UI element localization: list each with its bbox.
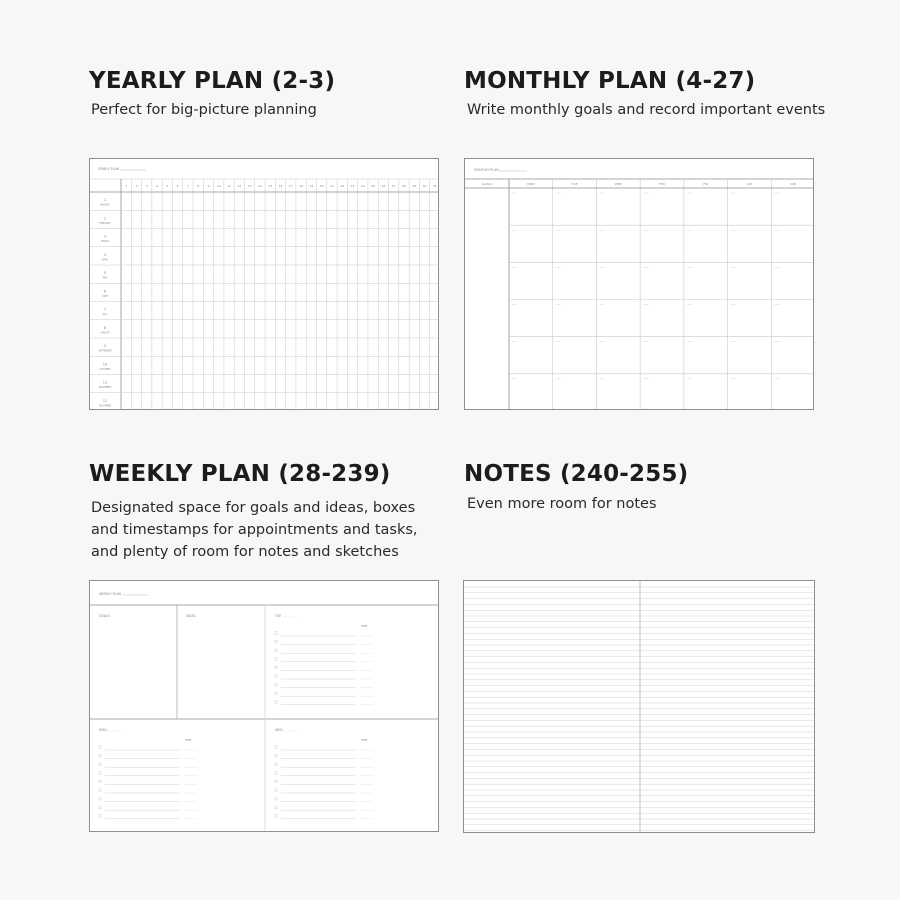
weekly-task-checkbox bbox=[99, 772, 102, 775]
yearly-day-label: 9 bbox=[207, 184, 210, 188]
yearly-header-label: YEARLY PLAN bbox=[98, 167, 120, 171]
yearly-day-label: 13 bbox=[247, 184, 252, 188]
monthly-header-label: MONTHLY PLAN bbox=[474, 168, 499, 172]
notes-page-preview bbox=[463, 580, 815, 833]
weekly-task-checkbox bbox=[99, 780, 102, 783]
weekly-task-checkbox bbox=[275, 797, 278, 800]
yearly-day-label: 4 bbox=[156, 184, 158, 188]
weekly-task-checkbox bbox=[275, 692, 278, 695]
yearly-month-name: MAY bbox=[102, 276, 108, 280]
yearly-day-label: 7 bbox=[186, 184, 189, 188]
yearly-month-name: MARCH bbox=[101, 240, 109, 244]
monthly-plan-description: Write monthly goals and record important events bbox=[467, 102, 826, 118]
yearly-month-name: JUNE bbox=[102, 294, 108, 298]
weekly-task-checkbox bbox=[99, 746, 102, 749]
yearly-month-number: 3 bbox=[103, 234, 107, 239]
weekly-time-label: TIME bbox=[185, 739, 192, 742]
yearly-day-label: 22 bbox=[340, 184, 345, 188]
yearly-day-label: 20 bbox=[319, 184, 324, 188]
weekly-task-checkbox bbox=[275, 789, 278, 792]
weekly-task-checkbox bbox=[275, 649, 278, 652]
yearly-day-label: 10 bbox=[216, 184, 221, 188]
weekly-task-checkbox bbox=[275, 632, 278, 635]
yearly-day-label: 11 bbox=[227, 184, 231, 188]
yearly-month-name: NOVEMBER bbox=[98, 386, 112, 390]
yearly-day-label: 21 bbox=[330, 184, 334, 188]
weekly-time-label: TIME bbox=[361, 625, 368, 628]
monthly-plan-grid bbox=[465, 159, 814, 410]
yearly-month-number: 10 bbox=[102, 362, 108, 367]
yearly-day-label: 15 bbox=[268, 184, 273, 188]
weekly-task-checkbox bbox=[275, 675, 278, 678]
weekly-task-checkbox bbox=[275, 763, 278, 766]
weekly-header-label: WEEKLY PLAN bbox=[99, 592, 121, 596]
monthly-goals-label: GOALS bbox=[481, 182, 493, 186]
weekly-day-label: TUE bbox=[275, 614, 282, 618]
yearly-day-label: 28 bbox=[402, 184, 406, 188]
weekly-task-checkbox bbox=[275, 754, 278, 757]
yearly-plan-title: YEARLY PLAN (2-3) bbox=[89, 68, 336, 94]
monthly-plan-title: MONTHLY PLAN (4-27) bbox=[464, 68, 756, 94]
weekly-plan-layout bbox=[90, 581, 439, 832]
monthly-weekday-label: THU bbox=[658, 182, 666, 186]
weekly-task-checkbox bbox=[275, 772, 278, 775]
monthly-weekday-label: TUE bbox=[571, 182, 578, 186]
weekly-task-checkbox bbox=[275, 701, 278, 704]
weekly-task-checkbox bbox=[99, 797, 102, 800]
weekly-plan-description: Designated space for goals and ideas, boxes and timestamps for appointments and tasks, and plenty of room for notes and sketches bbox=[91, 500, 418, 560]
yearly-month-number: 5 bbox=[103, 271, 107, 276]
yearly-month-number: 6 bbox=[103, 289, 107, 294]
weekly-task-checkbox bbox=[275, 806, 278, 809]
weekly-task-checkbox bbox=[99, 815, 102, 818]
yearly-day-label: 2 bbox=[135, 184, 138, 188]
weekly-plan-page-preview bbox=[89, 580, 439, 832]
yearly-plan-description: Perfect for big-picture planning bbox=[91, 102, 317, 118]
monthly-weekday-label: MON bbox=[527, 182, 535, 186]
yearly-month-name: DECEMBER bbox=[98, 404, 112, 408]
weekly-task-checkbox bbox=[99, 789, 102, 792]
monthly-weekday-label: WED bbox=[614, 182, 622, 186]
monthly-plan-page-preview bbox=[464, 158, 814, 410]
yearly-day-label: 17 bbox=[288, 184, 293, 188]
yearly-month-name: AUGUST bbox=[100, 331, 110, 335]
weekly-task-checkbox bbox=[275, 780, 278, 783]
monthly-weekday-label: SAT bbox=[746, 182, 753, 186]
weekly-task-checkbox bbox=[275, 815, 278, 818]
yearly-day-label: 27 bbox=[391, 184, 396, 188]
yearly-plan-grid bbox=[90, 159, 439, 410]
notes-title: NOTES (240-255) bbox=[464, 461, 689, 487]
yearly-day-label: 6 bbox=[176, 184, 179, 188]
yearly-month-number: 12 bbox=[102, 398, 108, 403]
yearly-day-label: 23 bbox=[350, 184, 355, 188]
monthly-weekday-label: FRI bbox=[703, 182, 709, 186]
yearly-day-label: 24 bbox=[360, 184, 365, 188]
yearly-month-name: OCTOBER bbox=[99, 367, 111, 371]
yearly-month-name: JANUARY bbox=[100, 203, 110, 207]
yearly-day-label: 19 bbox=[309, 184, 314, 188]
yearly-month-number: 9 bbox=[103, 344, 107, 349]
yearly-month-number: 4 bbox=[103, 252, 107, 257]
notes-ruled-lines bbox=[464, 581, 815, 833]
monthly-weekday-label: SUN bbox=[789, 182, 797, 186]
weekly-task-checkbox bbox=[275, 640, 278, 643]
yearly-month-number: 7 bbox=[103, 307, 107, 312]
yearly-day-label: 16 bbox=[278, 184, 283, 188]
weekly-task-checkbox bbox=[99, 806, 102, 809]
yearly-day-label: 31 bbox=[432, 184, 437, 188]
yearly-month-number: 1 bbox=[103, 198, 107, 203]
weekly-plan-title: WEEKLY PLAN (28-239) bbox=[89, 461, 391, 487]
yearly-month-name: SEPTEMBER bbox=[98, 349, 112, 353]
yearly-month-number: 2 bbox=[103, 216, 107, 221]
weekly-task-checkbox bbox=[275, 666, 278, 669]
yearly-month-name: JULY bbox=[102, 313, 108, 317]
yearly-day-label: 14 bbox=[258, 184, 262, 188]
yearly-month-number: 11 bbox=[102, 380, 108, 385]
weekly-task-checkbox bbox=[275, 683, 278, 686]
yearly-day-label: 25 bbox=[371, 184, 376, 188]
yearly-day-label: 8 bbox=[197, 184, 200, 188]
notes-description: Even more room for notes bbox=[467, 496, 657, 512]
yearly-month-name: FEBRUARY bbox=[99, 221, 111, 225]
weekly-ideas-label: IDEAS bbox=[186, 614, 196, 618]
yearly-day-label: 18 bbox=[299, 184, 303, 188]
yearly-day-label: 12 bbox=[237, 184, 242, 188]
weekly-task-checkbox bbox=[275, 658, 278, 661]
weekly-task-checkbox bbox=[275, 746, 278, 749]
yearly-day-label: 5 bbox=[166, 184, 169, 188]
yearly-month-number: 8 bbox=[103, 325, 107, 330]
yearly-day-label: 1 bbox=[125, 184, 128, 188]
weekly-goals-label: GOALS bbox=[99, 614, 110, 618]
yearly-day-label: 30 bbox=[422, 184, 427, 188]
weekly-time-label: TIME bbox=[361, 739, 368, 742]
yearly-month-name: APRIL bbox=[101, 258, 109, 262]
yearly-day-label: 29 bbox=[412, 184, 417, 188]
yearly-plan-page-preview bbox=[89, 158, 439, 410]
weekly-day-label: WED bbox=[275, 728, 283, 732]
weekly-day-label: MON bbox=[99, 728, 107, 732]
yearly-day-label: 26 bbox=[381, 184, 386, 188]
weekly-task-checkbox bbox=[99, 763, 102, 766]
weekly-task-checkbox bbox=[99, 754, 102, 757]
yearly-day-label: 3 bbox=[145, 184, 148, 188]
